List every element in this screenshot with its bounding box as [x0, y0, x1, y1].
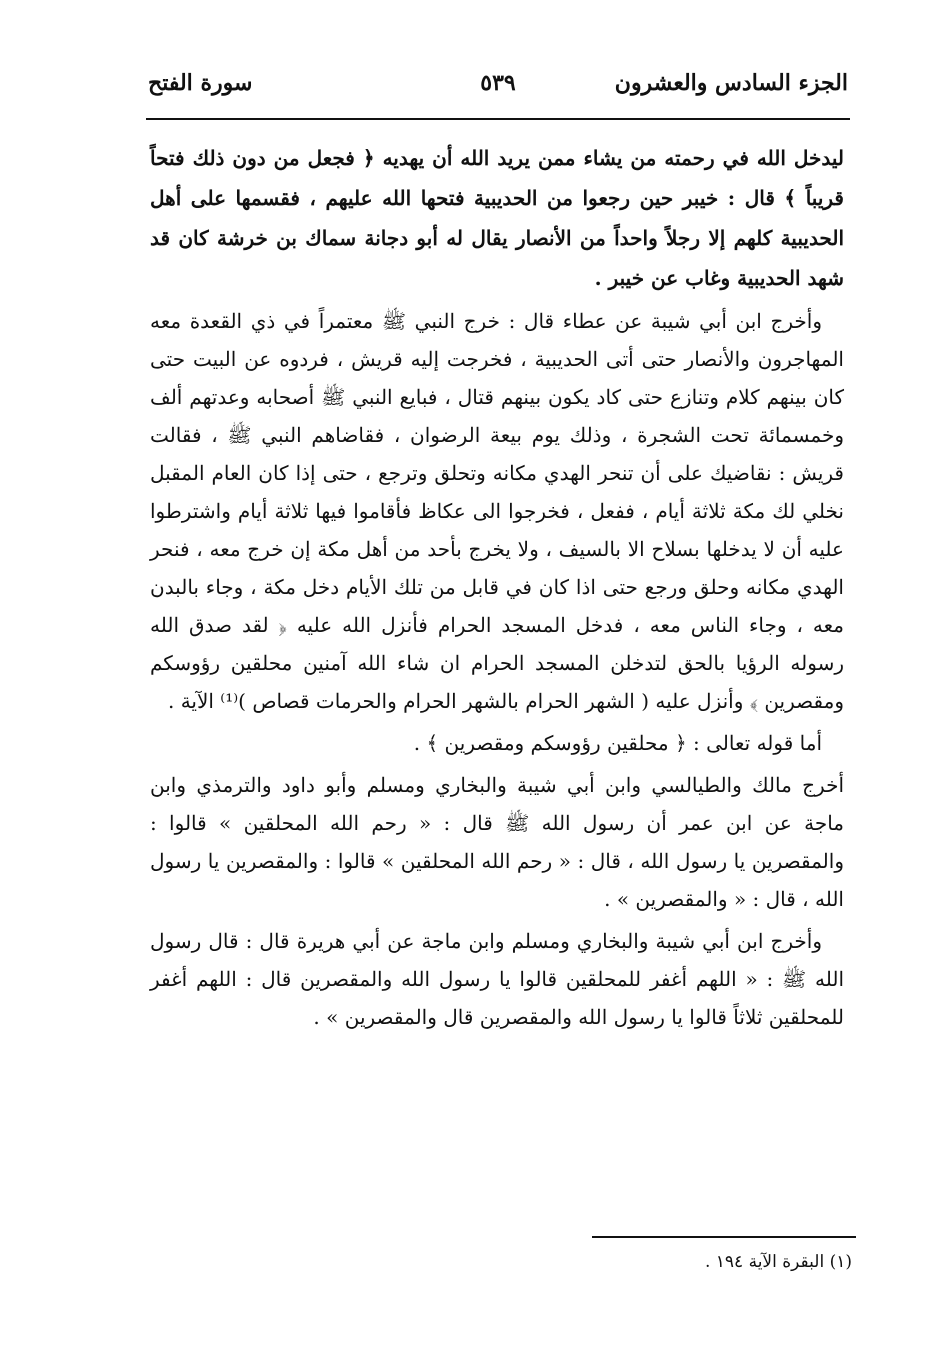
surah-title: سورة الفتح	[148, 70, 253, 96]
page-header	[148, 70, 848, 110]
header-divider	[146, 118, 850, 120]
paragraph-1: ليدخل الله في رحمته من يشاء ممن يريد الله أن يهديه ﴿ فجعل من دون ذلك فتحاً قريباً ﴾ قال : خيبر حين رجعوا من الحديبية فتحها الله عليهم ، فقسمها على أهل الحديبية كلهم إلا رجلاً واحداً من الأنصار يقال له أبو دجانة سماك بن خرشة كان قد شهد الحديبية وغاب عن خيبر .	[150, 146, 844, 290]
paragraph-2: وأخرج ابن أبي شيبة عن عطاء قال : خرج النبي ﷺ معتمراً في ذي القعدة معه المهاجرون والأنصار حتى أتى الحديبية ، فخرجت إليه قريش ، فردوه عن البيت حتى كان بينهم كلام وتنازع حتى كاد يكون بينهم قتال ، فبايع النبي ﷺ أصحابه وعدتهم ألف وخمسمائة تحت الشجرة ، وذلك يوم بيعة الرضوان ، فقاضاهم النبي ﷺ ، فقالت قريش : نقاضيك على أن تنحر الهدي مكانه وتحلق وترجع ، حتى إذا كان العام المقبل نخلي لك مكة ثلاثة أيام ، ففعل ، فخرجوا الى عكاظ فأقاموا فيها ثلاثة أيام واشترطوا عليه أن لا يدخلها بسلاح الا بالسيف ، ولا يخرج بأحد من أهل مكة إن خرج معه ، فنحر الهدي مكانه وحلق ورجع حتى اذا كان في قابل من تلك الأيام دخل مكة ، وجاء بالبدن معه ، وجاء الناس معه ، فدخل المسجد الحرام فأنزل الله عليه ﴿ لقد صدق الله رسوله الرؤيا بالحق لتدخلن المسجد الحرام ان شاء الله آمنين محلقين رؤوسكم ومقصرين ﴾ وأنزل عليه ( الشهر الحرام بالشهر الحرام والحرمات قصاص )⁽¹⁾ الآية .	[150, 309, 844, 713]
part-title: الجزء السادس والعشرون	[614, 70, 848, 96]
footnote-divider	[592, 1236, 856, 1238]
paragraph-3: أما قوله تعالى : ﴿ محلقين رؤوسكم ومقصرين ﴾ .	[413, 731, 822, 755]
paragraph-4: أخرج مالك والطيالسي وابن أبي شيبة والبخاري ومسلم وأبو داود والترمذي وابن ماجة عن ابن عمر أن رسول الله ﷺ قال : « رحم الله المحلقين » قالوا : والمقصرين يا رسول الله ، قال : « رحم الله المحلقين » قالوا : والمقصرين يا رسول الله ، قال : « والمقصرين » .	[150, 773, 844, 911]
paragraph-5: وأخرج ابن أبي شيبة والبخاري ومسلم وابن ماجة عن أبي هريرة قال : قال رسول الله ﷺ : « اللهم أغفر للمحلقين قالوا يا رسول الله والمقصرين قال : اللهم أغفر للمحلقين ثلاثاً قالوا يا رسول الله والمقصرين قال والمقصرين » .	[150, 929, 844, 1029]
footnote: (١) البقرة الآية ١٩٤ .	[704, 1252, 852, 1272]
page-number: ٥٣٩	[480, 70, 516, 96]
page-body	[150, 138, 844, 1040]
